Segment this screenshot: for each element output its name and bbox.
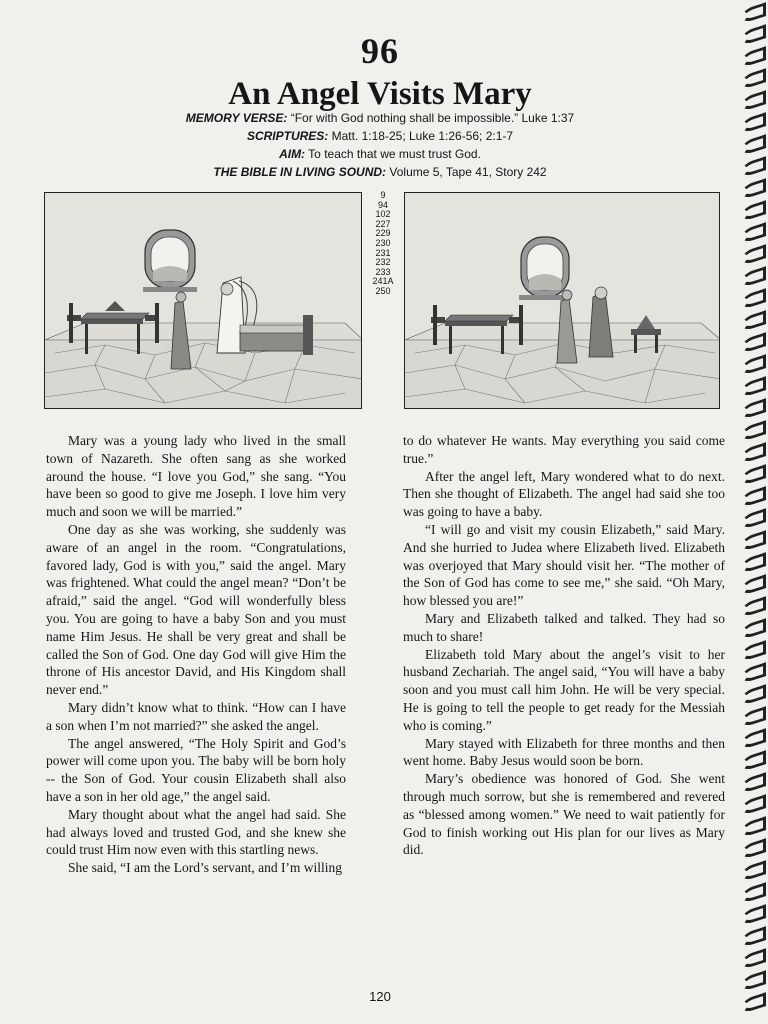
spiral-coil — [742, 310, 766, 332]
spiral-coil — [742, 970, 766, 992]
spiral-coil — [742, 926, 766, 948]
spiral-coil — [742, 728, 766, 750]
story-paragraph: “I will go and visit my cousin Elizabeth,” said Mary. And she hurried to Judea where Elizabeth lived. Elizabeth was overjoyed that Mary should visit her. “The mother of the Son of God has come to see me,” she said. “Oh Mary, how blessed you are!” — [403, 521, 725, 609]
story-column-right — [403, 432, 725, 859]
spiral-coil — [742, 2, 766, 24]
story-column-left — [46, 432, 346, 877]
spiral-coil — [742, 46, 766, 68]
scene-visit-illustration — [405, 193, 720, 409]
spiral-coil — [742, 640, 766, 662]
spiral-coil — [742, 816, 766, 838]
spiral-coil — [742, 332, 766, 354]
spiral-coil — [742, 882, 766, 904]
reference-number: 231 — [375, 247, 391, 258]
spiral-coil — [742, 706, 766, 728]
spiral-coil — [742, 134, 766, 156]
spiral-coil — [742, 948, 766, 970]
spiral-coil — [742, 486, 766, 508]
spiral-coil — [742, 596, 766, 618]
story-paragraph: Elizabeth told Mary about the angel’s visit to her husband Zechariah. The angel said, “You will have a baby soon and you must call him John. He will be very special. He is going to tell the people to get ready for the Messiah who is coming.” — [403, 646, 725, 733]
reference-numbers — [366, 191, 400, 297]
spiral-coil — [742, 662, 766, 684]
spiral-coil — [742, 794, 766, 816]
memory-verse-label: MEMORY VERSE: — [185, 111, 288, 125]
aim — [0, 147, 760, 161]
spiral-coil — [742, 156, 766, 178]
spiral-coil — [742, 860, 766, 882]
spiral-coil — [742, 112, 766, 134]
story-paragraph: Mary thought about what the angel had said. She had always loved and trusted God, and she knew she could trust Him now even with this startling news. — [46, 806, 346, 858]
story-paragraph-continued: to do whatever He wants. May everything you said come true.” — [403, 433, 725, 466]
story-paragraph: Mary’s obedience was honored of God. She went through much sorrow, but she is remembered and revered as “blessed among women.” We need to wait patiently for God to finish working out His plan for our lives as Mary did. — [403, 771, 725, 858]
spiral-coil — [742, 530, 766, 552]
aim-label: AIM: — [279, 147, 306, 161]
scene-mary-visits-elizabeth — [404, 192, 720, 409]
spiral-coil — [742, 838, 766, 860]
story-paragraph: Mary and Elizabeth talked and talked. They had so much to share! — [403, 610, 725, 644]
spiral-coil — [742, 376, 766, 398]
spiral-coil — [742, 398, 766, 420]
bible-in-living-sound — [0, 165, 760, 179]
story-paragraph: She said, “I am the Lord’s servant, and I’m willing — [68, 860, 343, 876]
reference-number: 232 — [375, 257, 391, 268]
bible-sound-label: THE BIBLE IN LIVING SOUND: — [213, 165, 387, 179]
spiral-coil — [742, 420, 766, 442]
spiral-coil — [742, 992, 766, 1014]
scene-angel-illustration — [45, 193, 362, 409]
spiral-coil — [742, 508, 766, 530]
spiral-coil — [742, 552, 766, 574]
reference-number: 241A — [372, 276, 394, 287]
page-number: 120 — [369, 989, 391, 1004]
reference-number: 102 — [375, 209, 391, 220]
spiral-coil — [742, 750, 766, 772]
lesson-title: An Angel Visits Mary — [228, 76, 532, 112]
spiral-coil — [742, 354, 766, 376]
spiral-coil — [742, 200, 766, 222]
bible-sound-text: Volume 5, Tape 41, Story 242 — [386, 165, 547, 179]
memory-verse-text: “For with God nothing shall be impossible.” Luke 1:37 — [287, 111, 575, 125]
lesson-number: 96 — [361, 31, 399, 71]
spiral-coil — [742, 178, 766, 200]
scene-angel-visits-mary — [44, 192, 362, 409]
story-paragraph: Mary didn’t know what to think. “How can I have a son when I’m not married?” she asked the angel. — [46, 699, 346, 733]
spiral-coil — [742, 266, 766, 288]
spiral-binding — [740, 0, 768, 1024]
spiral-coil — [742, 618, 766, 640]
spiral-coil — [742, 904, 766, 926]
reference-number: 227 — [375, 218, 391, 229]
scriptures — [0, 129, 760, 143]
story-paragraph: Mary stayed with Elizabeth for three months and then went home. Baby Jesus would soon be born. — [403, 735, 725, 769]
spiral-coil — [742, 288, 766, 310]
scriptures-label: SCRIPTURES: — [246, 129, 329, 143]
reference-number: 230 — [375, 237, 391, 248]
story-paragraph: The angel answered, “The Holy Spirit and God’s power will come upon you. The baby will be born holy -- the Son of God. Your cousin Elizabeth shall also have a son in her old age,” the angel said. — [46, 735, 346, 804]
spiral-coil — [742, 442, 766, 464]
spiral-coil — [742, 24, 766, 46]
story-paragraph: Mary was a young lady who lived in the small town of Nazareth. She often sang as she worked around the house. “I love you God,” she sang. “You have been so good to give me Joseph. I love him very much and soon we will be married.” — [46, 433, 346, 520]
reference-number: 229 — [375, 228, 391, 239]
story-paragraph: One day as she was working, she suddenly was aware of an angel in the room. “Congratulations, favored lady, God is with you,” said the angel. Mary was frightened. What could the angel mean? “Don’t be afraid,” said the angel. “God will wonderfully bless you. You are going to have a baby Son and you must name Him Jesus. He shall be very great and shall be called the Son of God. One day God will give Him the throne of His ancestor David, and His Kingdom shall never end.” — [46, 521, 346, 698]
aim-text: To teach that we must trust God. — [305, 147, 481, 161]
spiral-coil — [742, 464, 766, 486]
spiral-coil — [742, 684, 766, 706]
spiral-coil — [742, 772, 766, 794]
scriptures-text: Matt. 1:18-25; Luke 1:26-56; 2:1-7 — [328, 129, 514, 143]
story-paragraph: After the angel left, Mary wondered what to do next. Then she thought of Elizabeth. The angel had said she too was going to have a baby. — [403, 468, 725, 520]
reference-number: 250 — [375, 285, 391, 296]
spiral-coil — [742, 68, 766, 90]
reference-number: 233 — [375, 266, 391, 277]
reference-number: 94 — [377, 199, 388, 210]
spiral-coil — [742, 574, 766, 596]
reference-number: 9 — [380, 190, 386, 200]
spiral-coil — [742, 222, 766, 244]
spiral-coil — [742, 90, 766, 112]
memory-verse — [0, 111, 760, 125]
spiral-coil — [742, 244, 766, 266]
